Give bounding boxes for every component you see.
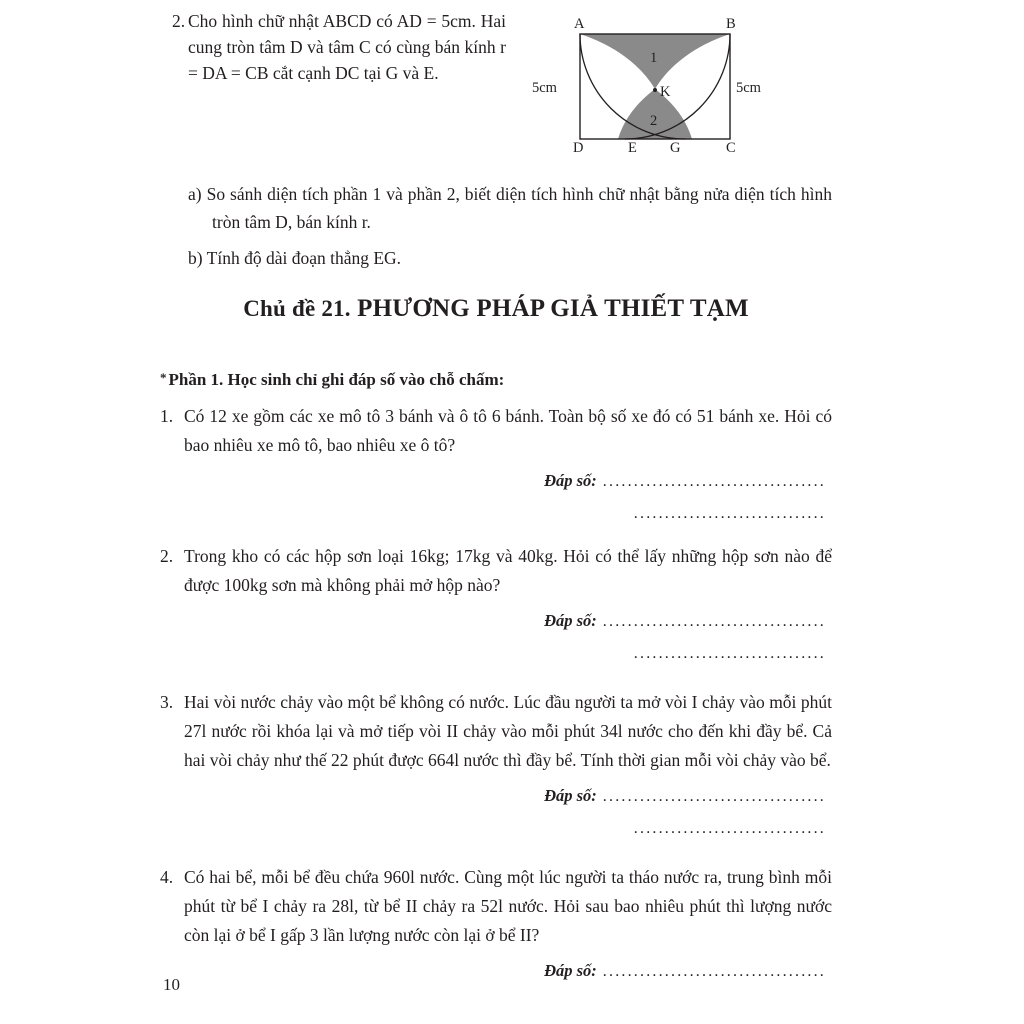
figure-point-k — [653, 88, 657, 92]
question-item — [160, 542, 832, 668]
subitem-b-text: Tính độ dài đoạn thẳng EG. — [206, 248, 402, 268]
figure-label-c: C — [726, 140, 736, 156]
answer-dots[interactable]: ............................... — [633, 820, 826, 837]
problem-2-number: 2. — [172, 11, 186, 31]
spacer — [160, 668, 832, 688]
question-3-answer-line-2 — [160, 813, 832, 843]
answer-label: Đáp số: — [544, 786, 597, 805]
spacer — [160, 528, 832, 542]
answer-dots[interactable]: .................................... — [602, 613, 826, 630]
problem-2-statement: Cho hình chữ nhật ABCD có AD = 5cm. Hai cung tròn tâm D và tâm C có cùng bán kính r = DA = CB cắt cạnh DC tại G và E. — [188, 11, 506, 83]
question-item — [160, 402, 832, 528]
answer-dots[interactable]: ............................... — [633, 645, 826, 662]
question-2-number: 2. — [160, 546, 174, 566]
figure-label-region-2: 2 — [650, 113, 658, 129]
figure-label-d: D — [573, 140, 584, 156]
answer-dots[interactable]: .................................... — [602, 473, 826, 490]
subitem-a — [160, 180, 832, 236]
question-2-text: Trong kho có các hộp sơn loại 16kg; 17kg và 40kg. Hỏi có thể lấy những hộp sơn nào để được 100kg sơn mà không phải mở hộp nào? — [184, 546, 832, 595]
figure-label-e: E — [628, 140, 637, 156]
answer-dots[interactable]: .................................... — [602, 788, 826, 805]
problem-2-text-column — [166, 8, 506, 86]
figure-label-k: K — [660, 84, 671, 100]
answer-dots[interactable]: ............................... — [633, 505, 826, 522]
question-1-answer-line — [160, 466, 832, 496]
figure-label-right-length: 5cm — [736, 80, 761, 96]
question-3-answer-line — [160, 781, 832, 811]
question-3-text: Hai vòi nước chảy vào một bể không có nước. Lúc đầu người ta mở vòi I chảy vào mỗi phút 27l nước rồi khóa lại và mở tiếp vòi II chảy vào mỗi phút 34l nước cho đến khi đầy bể. Cả hai vòi chảy như thế 22 phút được 664l nước thì đầy bể. Tính thời gian mỗi vòi chảy vào bể. — [184, 692, 832, 770]
answer-label: Đáp số: — [544, 611, 597, 630]
question-4-number: 4. — [160, 867, 174, 887]
question-4-text: Có hai bể, mỗi bể đều chứa 960l nước. Cùng một lúc người ta tháo nước ra, trung bình mỗi phút từ bể I chảy ra 28l, từ bể II chảy ra 52l nước. Hỏi sau bao nhiêu phút thì lượng nước còn lại ở bể I gấp 3 lần lượng nước còn lại ở bể II? — [184, 867, 832, 945]
question-2-answer-line — [160, 606, 832, 636]
figure-label-region-1: 1 — [650, 50, 658, 66]
page-number: 10 — [163, 975, 180, 994]
chapter-title: PHƯƠNG PHÁP GIẢ THIẾT TẠM — [357, 295, 749, 322]
question-list — [160, 402, 832, 986]
subitem-a-text: So sánh diện tích phần 1 và phần 2, biết diện tích hình chữ nhật bằng nửa diện tích hình tròn tâm D, bán kính r. — [206, 184, 832, 232]
part-1-heading — [160, 370, 832, 390]
question-item — [160, 688, 832, 843]
question-1-text: Có 12 xe gồm các xe mô tô 3 bánh và ô tô 6 bánh. Toàn bộ số xe đó có 51 bánh xe. Hỏi có bao nhiêu xe mô tô, bao nhiêu xe ô tô? — [184, 406, 832, 455]
answer-label: Đáp số: — [544, 961, 597, 980]
rectangle-figure — [532, 14, 830, 156]
question-4-answer-line — [160, 956, 832, 986]
part-1-label: Phần 1. Học sinh chỉ ghi đáp số vào chỗ chấm: — [168, 370, 505, 389]
figure-svg — [540, 14, 830, 154]
figure-label-left-length: 5cm — [532, 80, 557, 96]
chapter-heading — [160, 295, 832, 323]
subitem-b-marker: b) — [188, 248, 203, 268]
chapter-prefix: Chủ đề 21. — [243, 296, 351, 321]
figure-label-b: B — [726, 16, 736, 32]
part-1-star: * — [160, 370, 167, 385]
subitem-a-marker: a) — [188, 184, 202, 204]
question-1-number: 1. — [160, 406, 174, 426]
question-2-answer-line-2 — [160, 638, 832, 668]
spacer — [160, 843, 832, 863]
subitem-b — [160, 244, 832, 272]
figure-label-a: A — [574, 16, 585, 32]
figure-label-g: G — [670, 140, 681, 156]
answer-dots[interactable]: .................................... — [602, 963, 826, 980]
problem-2-subitems — [160, 180, 832, 280]
question-1-answer-line-2 — [160, 498, 832, 528]
question-3-number: 3. — [160, 692, 174, 712]
page-content — [160, 0, 832, 1024]
question-item — [160, 863, 832, 986]
problem-2-body — [188, 8, 506, 86]
answer-label: Đáp số: — [544, 471, 597, 490]
